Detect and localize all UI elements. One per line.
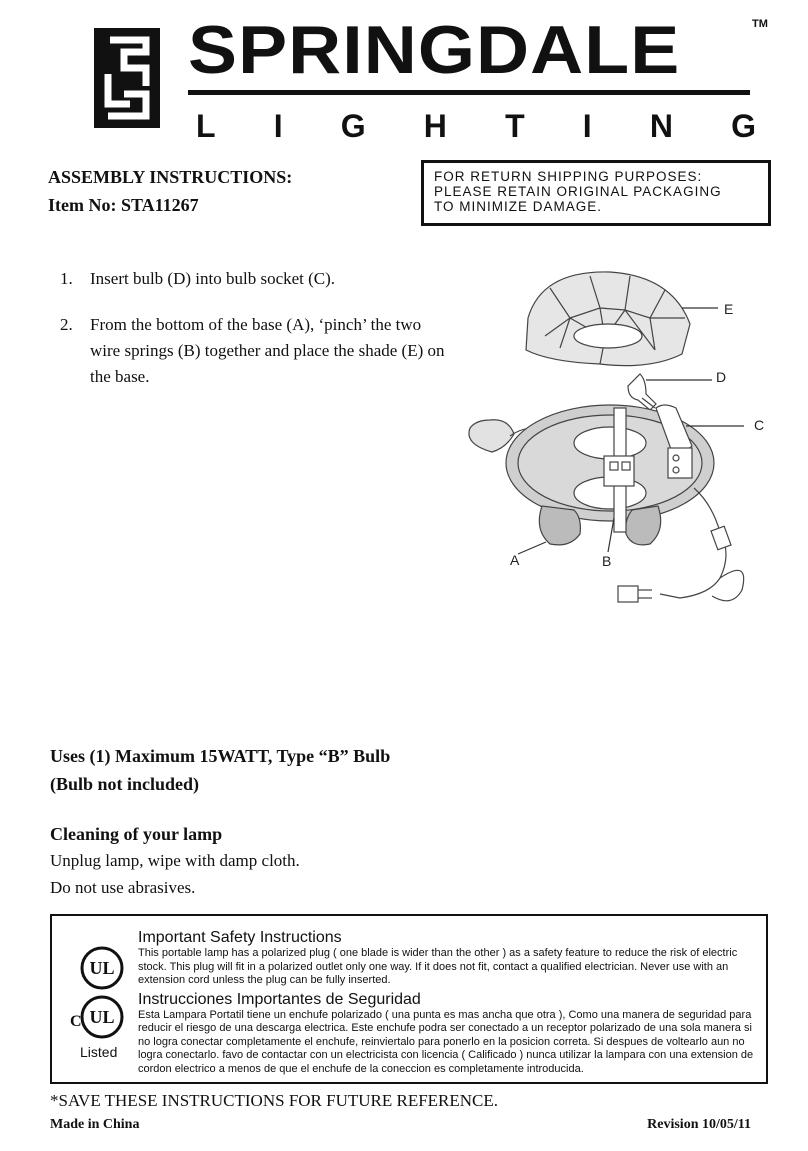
label-c: C xyxy=(754,417,765,433)
safety-body-es: Esta Lampara Portatil tiene un enchufe polarizado ( una punta es mas ancha que otra ), Como una manera de seguridad para reducir el riesgo de una descarga electrica. Este enchufe podra ser conectado a un receptor polarizado de una sola manera si no logra conectar completamente el enchufe, reinviertalo para ponerlo en la posicion correta. Si despues de voltearlo aun no logra conectarlo. favo de contactar con un electricista con licencia ( Calificado ) nunca utilizar la lampara con una extension de cordon electrico a menos de que el enchufe de la coneccion es completamente introducida. xyxy=(138,1008,754,1075)
brand-sub-letter: G xyxy=(731,108,756,144)
ul-mark-text: UL xyxy=(89,1007,115,1027)
brand-sub-letter: H xyxy=(423,108,447,144)
label-b: B xyxy=(602,553,612,569)
step-item xyxy=(60,312,450,390)
cul-listing-icon xyxy=(68,994,126,1040)
lamp-shade-drawing xyxy=(526,272,690,366)
safety-heading-en: Important Safety Instructions xyxy=(138,929,342,946)
safety-heading-es: Instrucciones Importantes de Seguridad xyxy=(138,990,421,1008)
document-title xyxy=(48,163,292,219)
springdale-logo-icon xyxy=(94,28,160,128)
step-number: 2. xyxy=(60,315,73,334)
bulb-drawing xyxy=(628,374,656,410)
label-a: A xyxy=(510,552,520,568)
return-shipping-notice xyxy=(421,160,771,226)
notice-line: TO MINIMIZE DAMAGE. xyxy=(434,199,603,214)
safety-body-en: This portable lamp has a polarized plug ( one blade is wider than the other ) as a safety feature to reduce the risk of electric stock. This plug will fit in a polarized outlet only one way. If it does not fit, contact a qualified electrician. Never use with an extension cord unless the plug can be fully inserted. xyxy=(138,947,738,986)
label-e: E xyxy=(724,301,734,317)
listed-label: Listed xyxy=(80,1044,118,1060)
brand-sub-letter: I xyxy=(582,108,592,144)
brand-subtitle xyxy=(196,108,756,144)
turtle-lamp-diagram xyxy=(450,258,780,608)
ul-mark-text: UL xyxy=(89,958,115,978)
label-d: D xyxy=(716,369,727,385)
bulb-requirements xyxy=(50,742,390,798)
brand-sub-letter: T xyxy=(505,108,525,144)
step-number: 1. xyxy=(60,269,73,288)
bulb-spec: Uses (1) Maximum 15WATT, Type “B” Bulb xyxy=(50,746,391,766)
brand-sub-letter: G xyxy=(340,108,366,144)
save-instructions-note: *SAVE THESE INSTRUCTIONS FOR FUTURE REFERENCE. xyxy=(50,1091,499,1110)
cleaning-line: Unplug lamp, wipe with damp cloth. xyxy=(50,851,300,870)
cleaning-line: Do not use abrasives. xyxy=(50,878,196,897)
item-number: Item No: STA11267 xyxy=(48,195,199,215)
step-text: From the bottom of the base (A), ‘pinch’ the two wire springs (B) together and place the shade (E) on the base. xyxy=(90,315,445,386)
ul-listing-icon xyxy=(80,946,124,990)
brand-sub-letter: I xyxy=(273,108,283,144)
safety-text xyxy=(138,928,758,1076)
cleaning-instructions xyxy=(50,847,300,901)
revision-label: Revision 10/05/11 xyxy=(647,1117,751,1132)
made-in-label: Made in China xyxy=(50,1117,140,1132)
brand-divider xyxy=(188,90,750,95)
safety-instructions-box xyxy=(50,914,768,1084)
notice-line: FOR RETURN SHIPPING PURPOSES: xyxy=(434,169,703,184)
c-mark-text: C xyxy=(70,1013,82,1030)
step-text: Insert bulb (D) into bulb socket (C). xyxy=(90,269,336,288)
turtle-base-drawing xyxy=(469,405,744,602)
step-item xyxy=(60,266,450,292)
assembly-steps xyxy=(60,266,450,410)
notice-line: PLEASE RETAIN ORIGINAL PACKAGING xyxy=(434,184,722,199)
brand-name: SPRINGDALE xyxy=(188,12,681,88)
brand-sub-letter: N xyxy=(649,108,673,144)
trademark-mark: TM xyxy=(752,18,768,30)
cleaning-heading: Cleaning of your lamp xyxy=(50,824,223,844)
brand-sub-letter: L xyxy=(196,108,216,144)
bulb-note: (Bulb not included) xyxy=(50,774,200,794)
title-heading: ASSEMBLY INSTRUCTIONS: xyxy=(48,167,293,187)
